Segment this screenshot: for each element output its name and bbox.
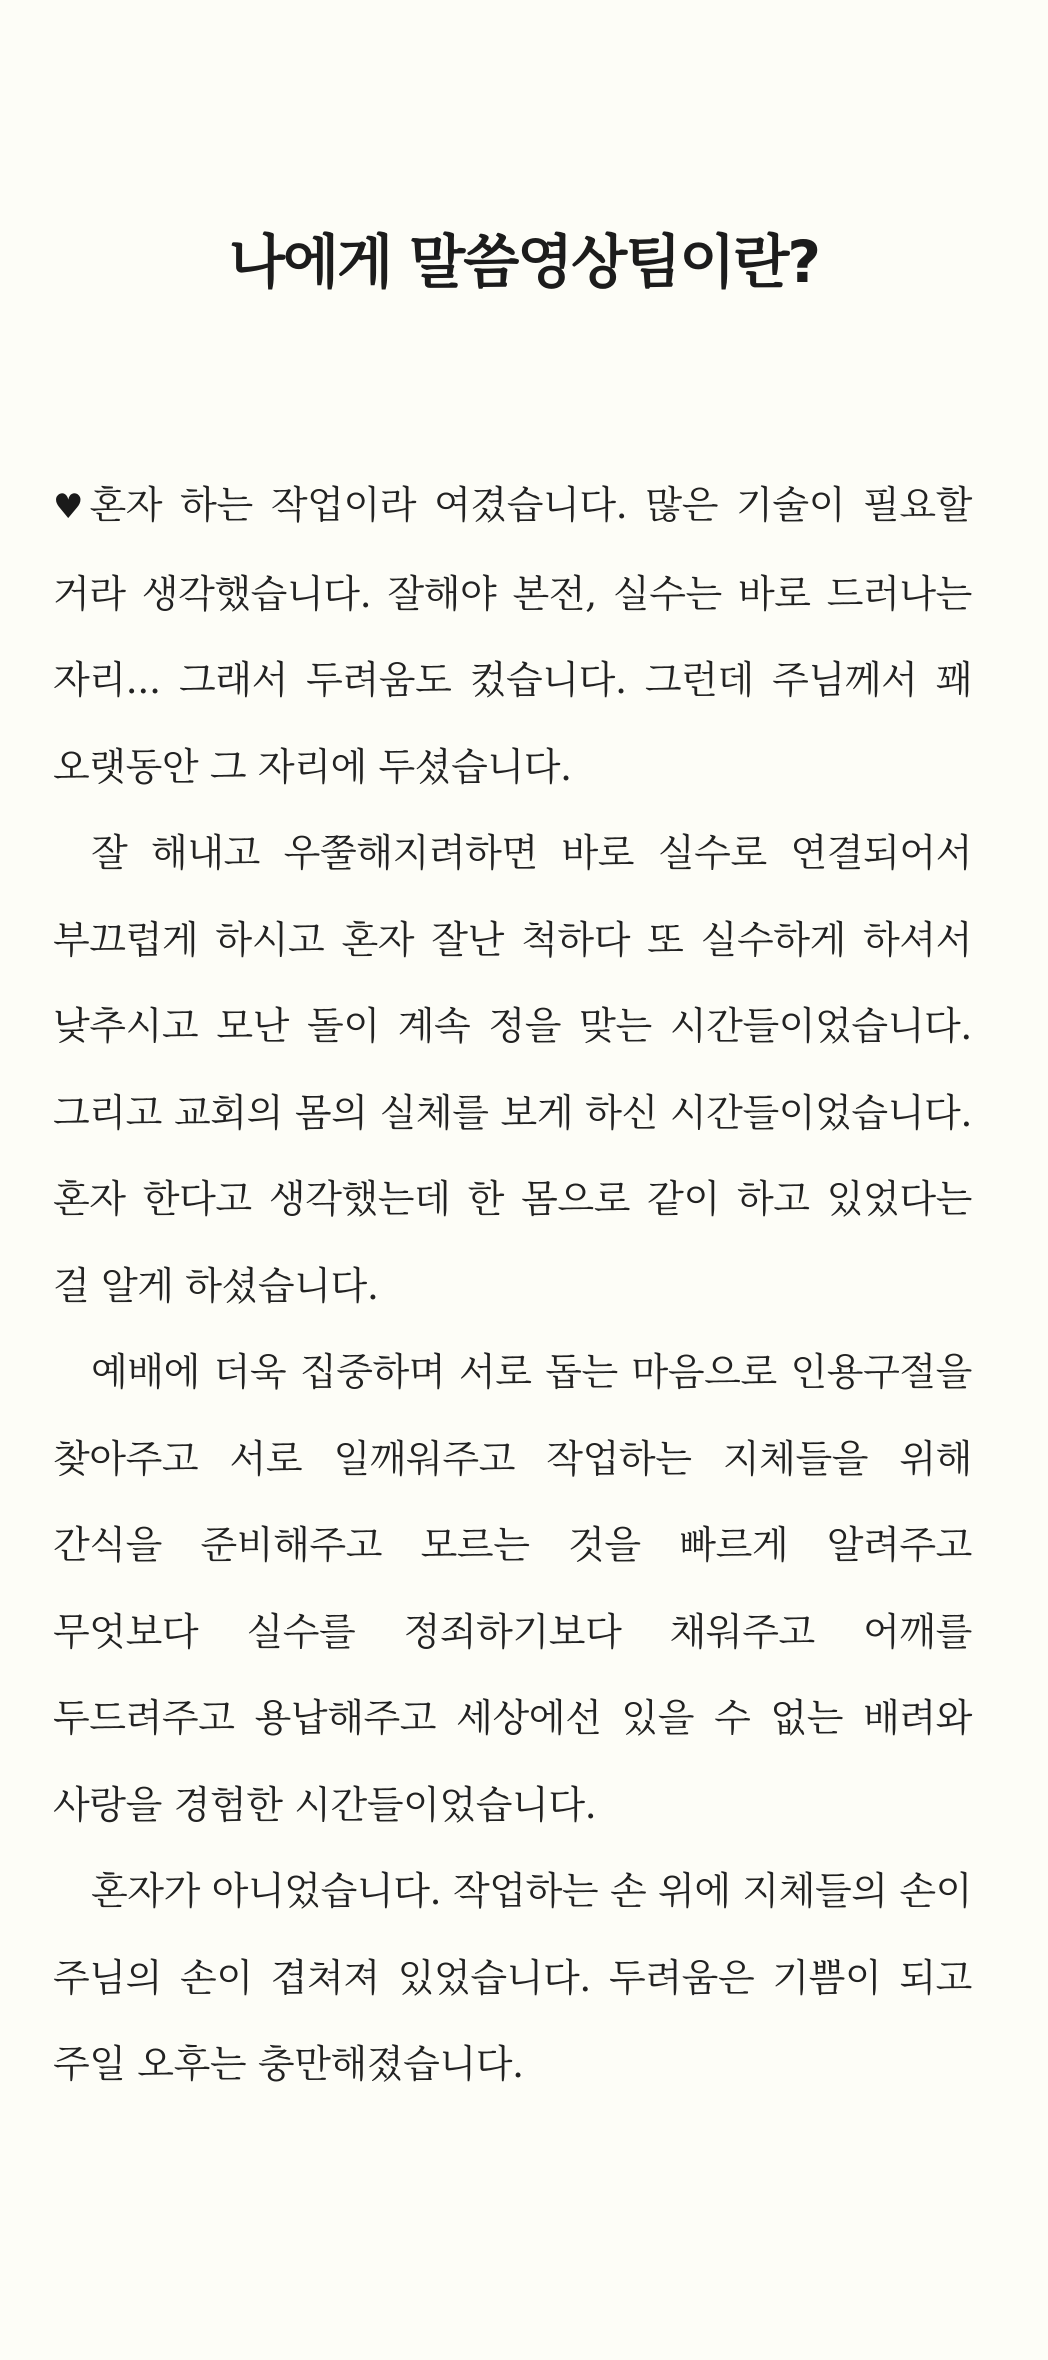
paragraph-1-text: 혼자 하는 작업이라 여겼습니다. 많은 기술이 필요할 거라 생각했습니다. 잘해야 본전, 실수는 바로 드러나는 자리... 그래서 두려움도 컸습니다. 그런데 주님께서 꽤 오랫동안 그 자리에 두셨습니다. [53,483,972,789]
testimony-body [53,462,972,2108]
paragraph-4: 혼자가 아니었습니다. 작업하는 손 위에 지체들의 손이 주님의 손이 겹쳐져 있었습니다. 두려움은 기쁨이 되고 주일 오후는 충만해졌습니다. [53,1869,972,2086]
heart-icon: ♥ [53,487,90,527]
paragraph-3: 예배에 더욱 집중하며 서로 돕는 마음으로 인용구절을 찾아주고 서로 일깨워주고 작업하는 지체들을 위해 간식을 준비해주고 모르는 것을 빠르게 알려주고 무엇보다 실수를 정죄하기보다 채워주고 어깨를 두드려주고 용납해주고 세상에선 있을 수 없는 배려와 사랑을 경험한 시간들이었습니다. [53,1350,972,1827]
paragraph-1 [53,462,972,810]
paragraph-2: 잘 해내고 우쭐해지려하면 바로 실수로 연결되어서 부끄럽게 하시고 혼자 잘난 척하다 또 실수하게 하셔서 낮추시고 모난 돌이 계속 정을 맞는 시간들이었습니다. 그리고 교회의 몸의 실체를 보게 하신 시간들이었습니다. 혼자 한다고 생각했는데 한 몸으로 같이 하고 있었다는 걸 알게 하셨습니다. [53,831,972,1308]
page-title: 나에게 말씀영상팀이란? [228,228,820,296]
